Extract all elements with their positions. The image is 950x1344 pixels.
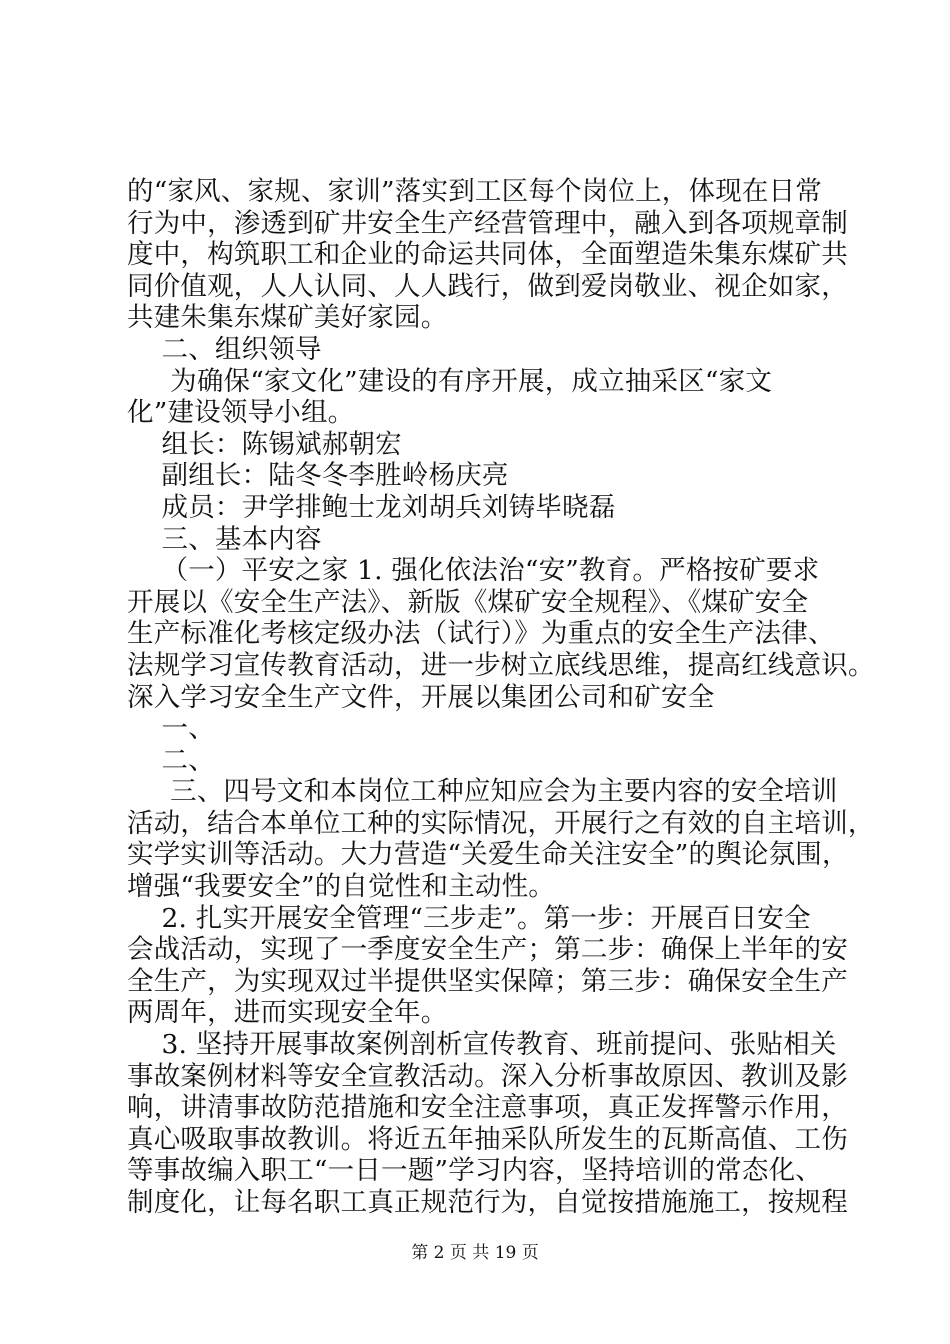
text-line: 组长：陈锡斌郝朝宏 — [127, 428, 402, 460]
text-line: 为确保“家文化”建设的有序开展，成立抽采区“家文 — [127, 365, 773, 397]
text-line: 深入学习安全生产文件，开展以集团公司和矿安全 — [127, 681, 715, 713]
page-footer: 第 2 页 共 19 页 — [411, 1243, 539, 1263]
text-line: 2. 扎实开展安全管理“三步走”。第一步：开展百日安全 — [127, 902, 811, 934]
text-line: 副组长：陆冬冬李胜岭杨庆亮 — [127, 460, 509, 492]
text-line: 同价值观，人人认同、人人践行，做到爱岗敬业、视企如家， — [127, 270, 848, 302]
text-line: （一）平安之家 1. 强化依法治“安”教育。严格按矿要求 — [127, 555, 820, 587]
text-line: 事故案例材料等安全宣教活动。深入分析事故原因、教训及影 — [127, 1060, 848, 1092]
text-line: 一、 — [127, 713, 215, 745]
text-line: 真心吸取事故教训。将近五年抽采队所发生的瓦斯高值、工伤 — [127, 1123, 848, 1155]
text-line: 二、组织领导 — [127, 333, 322, 365]
text-line: 两周年，进而实现安全年。 — [127, 997, 448, 1029]
text-line: 二、 — [127, 744, 215, 776]
text-line: 化”建设领导小组。 — [127, 397, 355, 429]
text-line: 三、四号文和本岗位工种应知应会为主要内容的安全培训 — [127, 776, 838, 808]
text-line: 响，讲清事故防范措施和安全注意事项，真正发挥警示作用， — [127, 1092, 848, 1124]
text-line: 制度化，让每名职工真正规范行为，自觉按措施施工，按规程 — [127, 1187, 848, 1218]
text-line: 3. 坚持开展事故案例剖析宣传教育、班前提问、张贴相关 — [127, 1029, 837, 1061]
text-line: 活动，结合本单位工种的实际情况，开展行之有效的自主培训， — [127, 807, 875, 839]
text-line: 三、基本内容 — [127, 523, 322, 555]
text-line: 全生产，为实现双过半提供坚实保障；第三步：确保安全生产 — [127, 965, 848, 997]
text-line: 法规学习宣传教育活动，进一步树立底线思维，提高红线意识。 — [127, 649, 875, 681]
text-line: 生产标准化考核定级办法（试行）》为重点的安全生产法律、 — [127, 618, 835, 650]
text-line: 增强“我要安全”的自觉性和主动性。 — [127, 871, 555, 903]
text-line: 等事故编入职工“一日一题”学习内容，坚持培训的常态化、 — [127, 1155, 822, 1187]
text-line: 会战活动，实现了一季度安全生产；第二步：确保上半年的安 — [127, 934, 848, 966]
text-line: 开展以《安全生产法》、新版《煤矿安全规程》、《煤矿安全 — [127, 586, 809, 618]
document-body — [127, 176, 875, 1219]
text-line: 度中，构筑职工和企业的命运共同体，全面塑造朱集东煤矿共 — [127, 239, 848, 271]
text-line: 实学实训等活动。大力营造“关爱生命关注安全”的舆论氛围， — [127, 839, 849, 871]
text-line: 成员：尹学排鲍士龙刘胡兵刘铸毕晓磊 — [127, 491, 616, 523]
text-line: 的“家风、家规、家训”落实到工区每个岗位上，体现在日常 — [127, 176, 822, 207]
text-line: 共建朱集东煤矿美好家园。 — [127, 302, 448, 334]
text-line: 行为中，渗透到矿井安全生产经营管理中，融入到各项规章制 — [127, 207, 848, 239]
